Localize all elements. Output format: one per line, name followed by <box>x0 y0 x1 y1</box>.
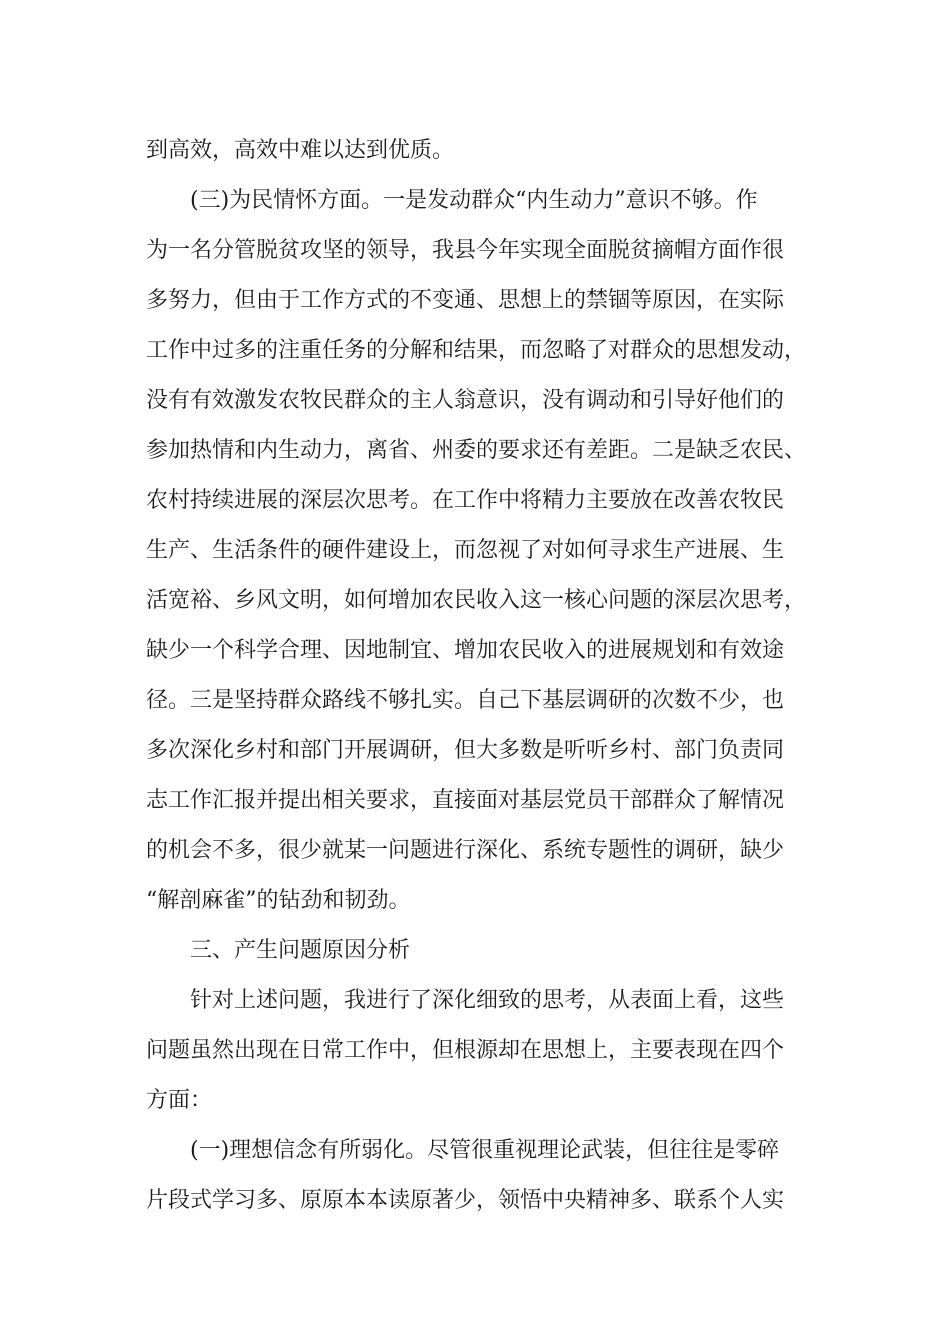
text-line: 生产、生活条件的硬件建设上，而忽视了对如何寻求生产进展、生 <box>146 538 785 563</box>
text-line: 缺少一个科学合理、因地制宜、增加农民收入的进展规划和有效途 <box>146 638 785 663</box>
text-line: 为一名分管脱贫攻坚的领导，我县今年实现全面脱贫摘帽方面作很 <box>146 238 785 263</box>
text-line: 到高效，高效中难以达到优质。 <box>146 138 455 163</box>
text-line: 参加热情和内生动力，离省、州委的要求还有差距。二是缺乏农民、 <box>146 438 807 463</box>
text-line: 的机会不多，很少就某一问题进行深化、系统专题性的调研，缺少 <box>146 838 785 863</box>
text-line: 问题虽然出现在日常工作中，但根源却在思想上，主要表现在四个 <box>146 1038 785 1063</box>
text-line: 方面： <box>146 1088 213 1113</box>
text-line: 多次深化乡村和部门开展调研，但大多数是听听乡村、部门负责同 <box>146 738 785 763</box>
section-heading: 三、产生问题原因分析 <box>190 938 411 963</box>
text-line: (一)理想信念有所弱化。尽管很重视理论武装，但往往是零碎 <box>190 1138 780 1163</box>
text-line: “解剖麻雀”的钻劲和韧劲。 <box>146 888 411 913</box>
text-line: 工作中过多的注重任务的分解和结果，而忽略了对群众的思想发动， <box>146 338 807 363</box>
text-line: 活宽裕、乡风文明，如何增加农民收入这一核心问题的深层次思考， <box>146 588 807 613</box>
text-line: 志工作汇报并提出相关要求，直接面对基层党员干部群众了解情况 <box>146 788 785 813</box>
text-line: 没有有效激发农牧民群众的主人翁意识，没有调动和引导好他们的 <box>146 388 785 413</box>
text-line: 多努力，但由于工作方式的不变通、思想上的禁锢等原因，在实际 <box>146 288 785 313</box>
text-line: 针对上述问题，我进行了深化细致的思考，从表面上看，这些 <box>190 988 785 1013</box>
text-line: (三)为民情怀方面。一是发动群众“内生动力”意识不够。作 <box>190 188 758 213</box>
text-line: 农村持续进展的深层次思考。在工作中将精力主要放在改善农牧民 <box>146 488 785 513</box>
text-line: 径。三是坚持群众路线不够扎实。自己下基层调研的次数不少，也 <box>146 688 785 713</box>
text-line: 片段式学习多、原原本本读原著少，领悟中央精神多、联系个人实 <box>146 1188 785 1213</box>
